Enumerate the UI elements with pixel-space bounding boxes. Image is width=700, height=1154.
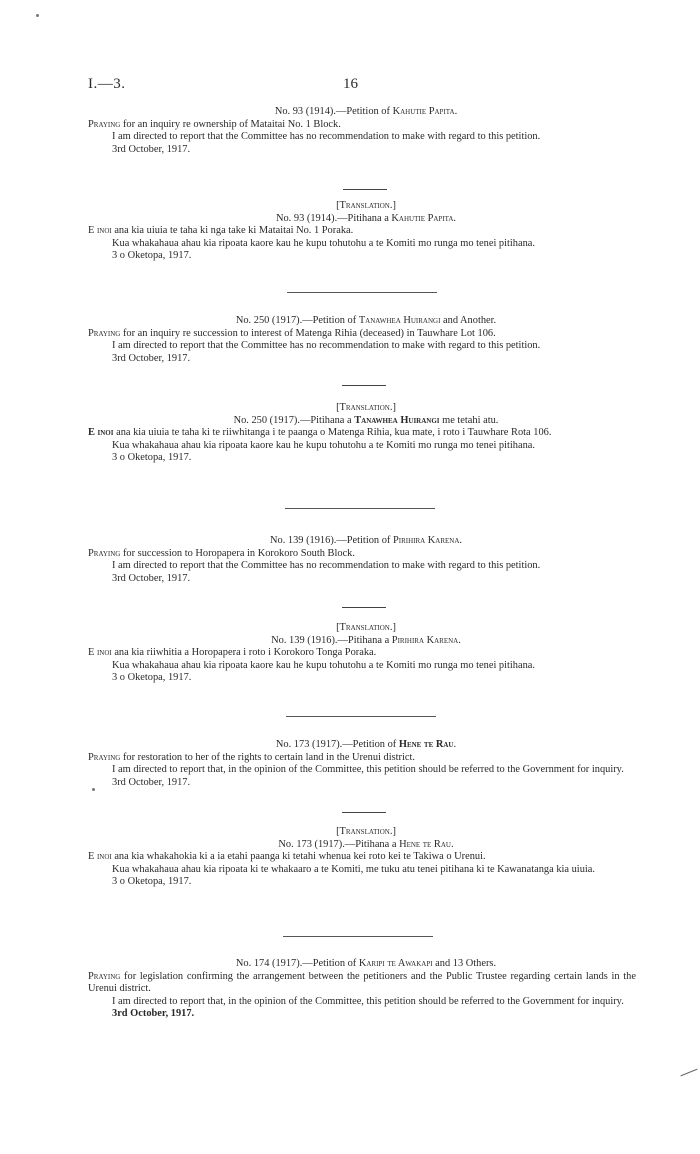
petition-title: No. 93 (1914).—Petition of Kahutie Papita. (274, 106, 458, 117)
translation-label: [Translation.] (336, 826, 396, 837)
section-divider (285, 508, 435, 509)
petition-prayer: Praying for an inquiry re succession to interest of Matenga Rihia (deceased) in Tauwhare Lot 106. (88, 327, 496, 339)
petition-section (88, 106, 636, 156)
translation-section (88, 200, 636, 263)
petition-title: No. 173 (1917).—Petition of Hene te Rau. (275, 739, 457, 750)
committee-report: Kua whakahaua ahau kia ripoata kaore kau he kupu tohutohu a te Komiti mo runga mo tenei pitihana. (112, 439, 535, 451)
translation-label: [Translation.] (336, 402, 396, 413)
petition-title: No. 250 (1917).—Petition of Tanawhea Huirangi and Another. (235, 315, 497, 326)
petitioner-name: Karipi te Awakapi (358, 958, 433, 969)
report-date: 3 o Oketopa, 1917. (112, 876, 192, 888)
report-date: 3 o Oketopa, 1917. (112, 452, 192, 464)
petition-prayer: E inoi ana kia riiwhitia a Horopapera i roto i Korokoro Tonga Poraka. (88, 647, 377, 659)
translation-section (88, 622, 636, 685)
committee-report: I am directed to report that the Committee has no recommendation to make with regard to this petition. (112, 131, 541, 143)
petitioner-name: Pirihira Karena (391, 634, 459, 646)
petition-prayer: Praying for an inquiry re ownership of Mataitai No. 1 Block. (88, 118, 341, 130)
petition-title: No. 139 (1916).—Pitihana a Pirihira Karena. (271, 634, 461, 646)
petition-prayer: Praying for succession to Horopapera in Korokoro South Block. (88, 547, 355, 559)
page-number: 16 (343, 76, 358, 92)
section-divider (342, 385, 386, 386)
committee-report: Kua whakahaua ahau kia ripoata kaore kau he kupu tohutohu a te Komiti mo runga mo tenei pitihana. (112, 659, 535, 671)
petition-section (88, 315, 636, 365)
committee-report: I am directed to report that, in the opinion of the Committee, this petition should be referred to the Government for inquiry. (112, 995, 624, 1007)
scan-mark (680, 1069, 697, 1077)
petition-title: No. 174 (1917).—Petition of Karipi te Awakapi and 13 Others. (235, 958, 497, 969)
petition-title: No. 93 (1914).—Pitihana a Kahutie Papita. (275, 212, 457, 224)
report-date: 3 o Oketopa, 1917. (112, 672, 192, 684)
petition-prayer: E inoi ana kia uiuia te taha ki te riiwhitanga i te paanga o Matenga Rihia, kua mate, i roto i Tauwhare Rota 106. (88, 427, 552, 439)
section-divider (287, 292, 437, 293)
petition-section (88, 958, 636, 1021)
petition-prayer: Praying for restoration to her of the rights to certain land in the Urenui district. (88, 751, 415, 763)
petitioner-name: Hene te Rau (398, 739, 454, 750)
petition-title: No. 173 (1917).—Pitihana a Hene te Rau. (278, 838, 454, 850)
committee-report: I am directed to report that, in the opinion of the Committee, this petition should be referred to the Government for inquiry. (112, 764, 624, 776)
petitioner-name: Kahutie Papita (391, 212, 454, 224)
report-date: 3rd October, 1917. (112, 1008, 195, 1020)
petitioner-name: Tanawhea Huirangi (358, 315, 441, 326)
report-date: 3 o Oketopa, 1917. (112, 250, 192, 262)
section-divider (286, 716, 436, 717)
scan-mark (36, 14, 39, 17)
petitioner-name: Hene te Rau (399, 838, 451, 850)
petition-section (88, 739, 636, 789)
committee-report: Kua whakahaua ahau kia ripoata kaore kau he kupu tohutohu a te Komiti mo runga mo tenei pitihana. (112, 237, 535, 249)
translation-label: [Translation.] (336, 200, 396, 211)
section-divider (283, 936, 433, 937)
section-divider (342, 812, 386, 813)
translation-section (88, 402, 636, 465)
translation-label: [Translation.] (336, 622, 396, 633)
petition-title: No. 250 (1917).—Pitihana a Tanawhea Huirangi me tetahi atu. (233, 414, 499, 426)
translation-section (88, 826, 636, 889)
petition-section (88, 535, 636, 585)
petitioner-name: Tanawhea Huirangi (354, 414, 440, 426)
section-divider (343, 189, 387, 190)
committee-report: I am directed to report that the Committee has no recommendation to make with regard to this petition. (112, 340, 541, 352)
section-divider (342, 607, 386, 608)
report-date: 3rd October, 1917. (112, 776, 191, 788)
committee-report: Kua whakahaua ahau kia ripoata ki te whakaaro a te Komiti, me tuku atu tenei pitihana ki te Kawanatanga kia uiuia. (112, 863, 595, 875)
petition-prayer: E inoi ana kia whakahokia ki a ia etahi paanga ki tetahi whenua kei roto kei te Takiwa o Urenui. (88, 851, 486, 863)
scan-mark (92, 788, 95, 791)
petition-prayer: E inoi ana kia uiuia te taha ki nga take ki Mataitai No. 1 Poraka. (88, 225, 354, 237)
report-date: 3rd October, 1917. (112, 143, 191, 155)
petitioner-name: Pirihira Karena (392, 535, 460, 546)
document-reference: I.—3. (88, 76, 126, 92)
committee-report: I am directed to report that the Committee has no recommendation to make with regard to this petition. (112, 560, 541, 572)
petition-title: No. 139 (1916).—Petition of Pirihira Karena. (270, 535, 462, 546)
report-date: 3rd October, 1917. (112, 572, 191, 584)
petitioner-name: Kahutie Papita (392, 106, 455, 117)
report-date: 3rd October, 1917. (112, 352, 191, 364)
petition-prayer: Praying for legislation confirming the arrangement between the petitioners and the Public Trustee regarding certain lands in the Urenui district. (88, 970, 636, 995)
